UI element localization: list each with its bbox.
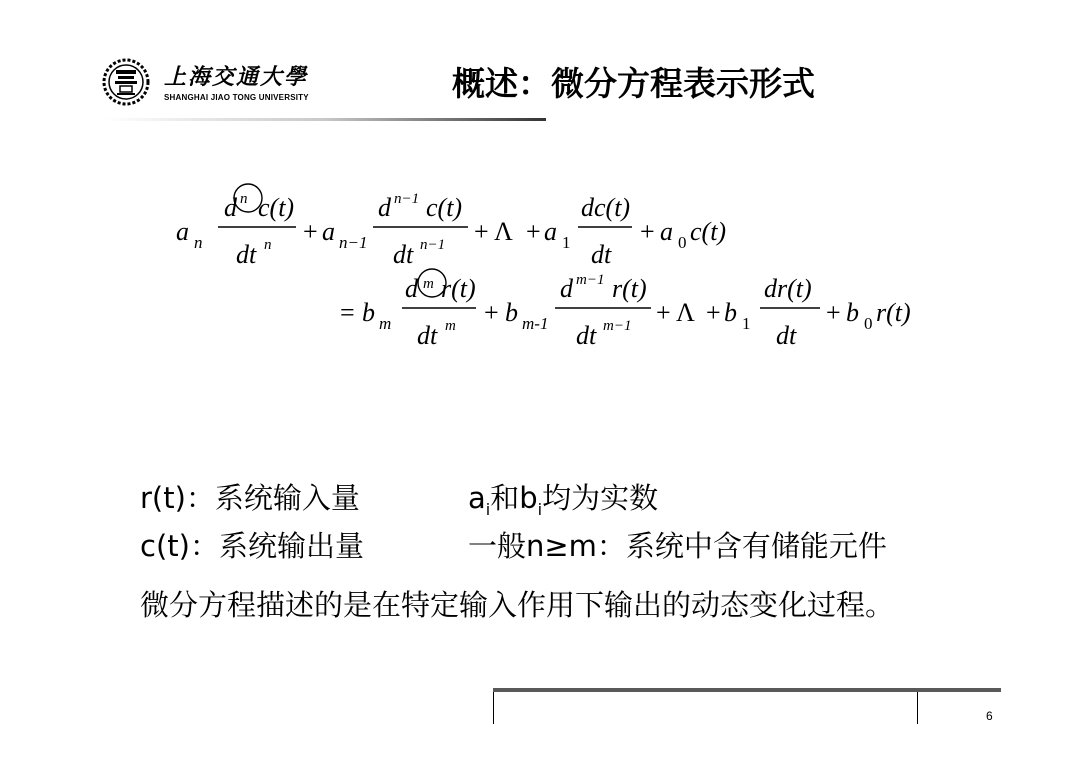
university-name-cn: 上海交通大學 [164, 64, 309, 90]
definition-row-2 [140, 528, 887, 565]
input-definition: r(t)：系统输入量 [140, 481, 360, 515]
coef-an: a [176, 217, 189, 246]
numerator-d-m1: d [560, 274, 573, 303]
equals-sign: = [340, 298, 355, 327]
order-note: 一般n≥m：系统中含有储能元件 [468, 528, 887, 563]
exponent-n1: n−1 [394, 191, 420, 207]
coef-b1-sub: 1 [742, 314, 751, 333]
coef-bm-sub: m [379, 314, 392, 333]
plus-7: + [706, 298, 721, 327]
plus-2: + [474, 217, 489, 246]
coef-an1: a [322, 217, 335, 246]
term-ct: c(t) [690, 217, 727, 246]
slide-title: 概述：微分方程表示形式 [452, 64, 815, 103]
plus-6: + [656, 298, 671, 327]
lambda-2: Λ [676, 298, 695, 327]
coef-a0-sub: 0 [678, 233, 687, 252]
definition-row-1 [140, 480, 887, 528]
output-definition: c(t)：系统输出量 [140, 528, 364, 563]
exponent-dtn1: n−1 [420, 237, 446, 253]
lambda-1: Λ [494, 217, 513, 246]
denominator-dt-2: dt [776, 321, 797, 350]
footer-box [493, 692, 918, 724]
denominator-dtn: dt [236, 240, 257, 269]
term-rt: r(t) [876, 298, 911, 327]
coef-a1-sub: 1 [562, 233, 571, 252]
exponent-dtm: m [445, 318, 456, 334]
coef-an-sub: n [194, 233, 203, 252]
coef-b0: b [846, 298, 859, 327]
coef-bm1-sub: m-1 [522, 314, 549, 333]
coef-b1: b [724, 298, 737, 327]
summary-paragraph: 微分方程描述的是在特定输入作用下输出的动态变化过程。 [140, 588, 895, 622]
university-name-en: SHANGHAI JIAO TONG UNIVERSITY [164, 93, 309, 102]
differential-equation [0, 0, 1080, 380]
denominator-dtm1: dt [576, 321, 597, 350]
denominator-dtn1: dt [393, 240, 414, 269]
plus-1: + [303, 217, 318, 246]
numerator-d-n: d [224, 193, 237, 222]
numerator-d-m: d [405, 274, 418, 303]
exponent-dtn: n [264, 237, 272, 253]
numerator-dc: dc(t) [581, 193, 631, 222]
coefficient-note: $a_i$和$b_i$均为实数 [468, 481, 659, 519]
page-number: 6 [986, 709, 993, 723]
numerator-rt: r(t) [441, 274, 476, 303]
coef-bm: b [362, 298, 375, 327]
coef-an1-sub: n−1 [339, 233, 368, 252]
numerator-ct-2: c(t) [426, 193, 463, 222]
plus-5: + [484, 298, 499, 327]
plus-4: + [640, 217, 655, 246]
numerator-ct: c(t) [258, 193, 295, 222]
plus-3: + [526, 217, 541, 246]
denominator-dtm: dt [417, 321, 438, 350]
numerator-dr: dr(t) [764, 274, 812, 303]
exponent-dtm1: m−1 [603, 318, 632, 334]
definitions [140, 480, 887, 565]
coef-a1: a [544, 217, 557, 246]
exponent-m1: m−1 [576, 272, 605, 288]
numerator-rt-2: r(t) [612, 274, 647, 303]
plus-8: + [826, 298, 841, 327]
coef-b0-sub: 0 [864, 314, 873, 333]
exponent-m: m [423, 276, 434, 292]
coef-a0: a [660, 217, 673, 246]
denominator-dt: dt [591, 240, 612, 269]
numerator-d-n1: d [378, 193, 391, 222]
coef-bm1: b [505, 298, 518, 327]
exponent-n: n [240, 191, 248, 207]
